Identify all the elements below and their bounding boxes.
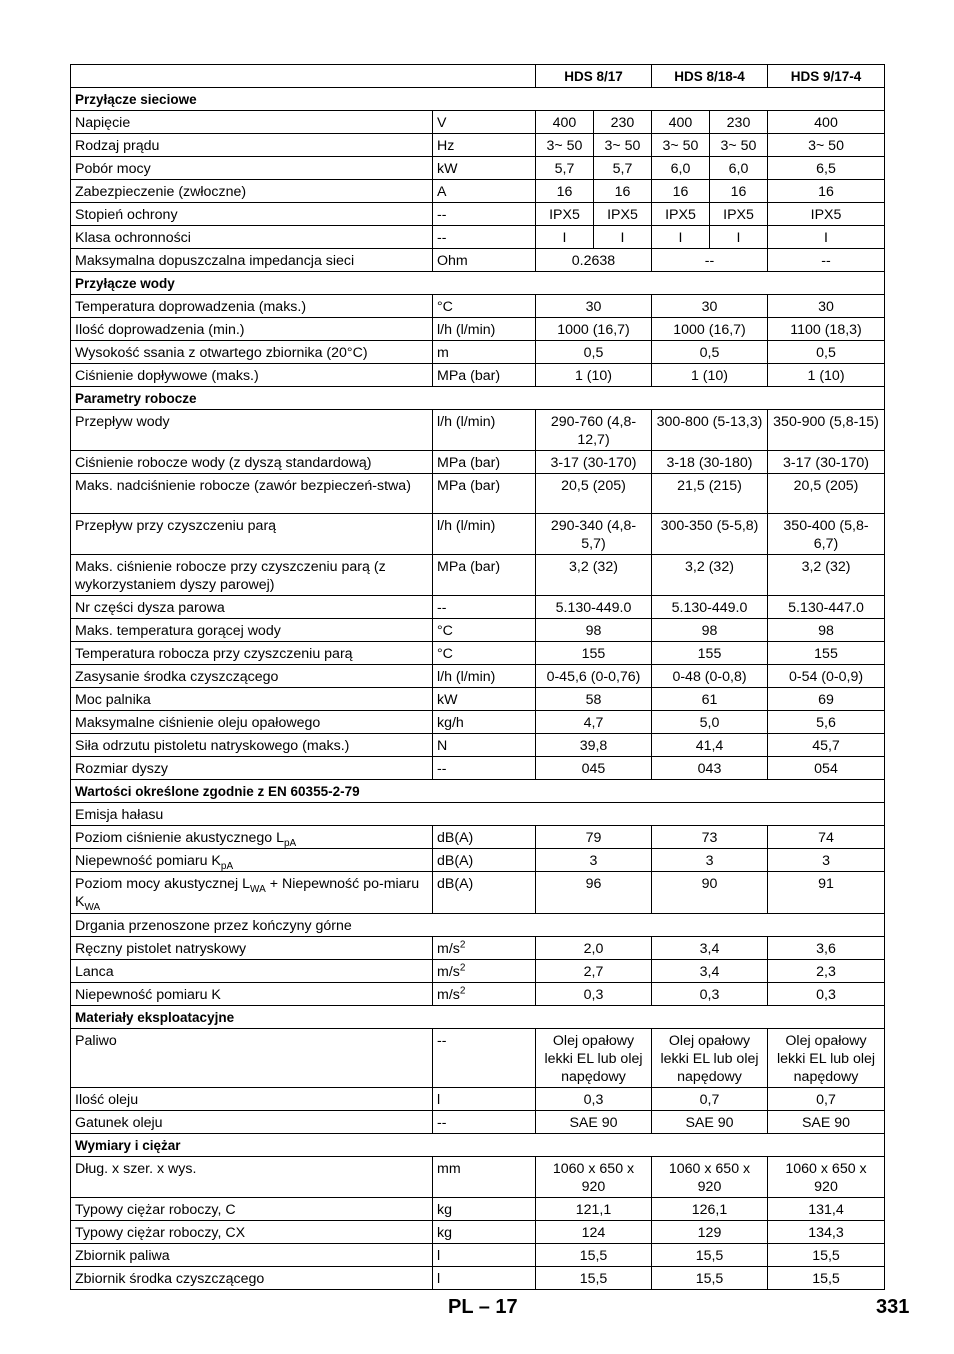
value-cell: 30 (768, 295, 885, 318)
value-cell: I (536, 226, 594, 249)
value-cell: IPX5 (652, 203, 710, 226)
value-cell: 21,5 (215) (652, 474, 768, 514)
value-cell: 5.130-447.0 (768, 596, 885, 619)
value-cell: 41,4 (652, 734, 768, 757)
row-label: Zabezpieczenie (zwłoczne) (71, 180, 433, 203)
value-cell: 3,4 (652, 937, 768, 960)
subscript: WA (84, 901, 101, 913)
table-row (71, 1029, 885, 1088)
table-row (71, 474, 885, 514)
superscript: 2 (459, 962, 466, 974)
value-cell: I (594, 226, 652, 249)
value-cell: 20,5 (205) (768, 474, 885, 514)
table-row (71, 757, 885, 780)
label-text: Niepewność pomiaru K (75, 853, 221, 869)
value-cell: 3~ 50 (768, 134, 885, 157)
value-cell: 0,5 (536, 341, 652, 364)
value-cell: 5.130-449.0 (536, 596, 652, 619)
unit-text: m/s (437, 941, 460, 957)
row-label: Ręczny pistolet natryskowy (71, 937, 433, 960)
table-row (71, 596, 885, 619)
value-cell: 0,3 (652, 983, 768, 1006)
value-cell: 58 (536, 688, 652, 711)
table-row (71, 88, 885, 111)
table-row (71, 711, 885, 734)
value-cell: 15,5 (652, 1244, 768, 1267)
column-header-model: HDS 8/18-4 (652, 65, 768, 88)
row-unit: dB(A) (433, 826, 536, 849)
value-cell: 0.2638 (536, 249, 652, 272)
row-unit: -- (433, 757, 536, 780)
value-cell: 39,8 (536, 734, 652, 757)
value-cell: 98 (536, 619, 652, 642)
value-cell: 3~ 50 (710, 134, 768, 157)
value-cell: 3 (536, 849, 652, 872)
table-row (71, 1267, 885, 1290)
row-unit: -- (433, 1029, 536, 1088)
row-unit: °C (433, 642, 536, 665)
row-label: Zasysanie środka czyszczącego (71, 665, 433, 688)
value-cell: 2,3 (768, 960, 885, 983)
row-label (71, 826, 433, 849)
row-unit: MPa (bar) (433, 364, 536, 387)
section-heading: Wartości określone zgodnie z EN 60355-2-79 (71, 780, 885, 803)
value-cell: 3,4 (652, 960, 768, 983)
value-cell: 1100 (18,3) (768, 318, 885, 341)
subscript: pA (220, 860, 234, 872)
value-cell: Olej opałowy lekki EL lub olej napędowy (768, 1029, 885, 1088)
section-heading: Materiały eksploatacyjne (71, 1006, 885, 1029)
value-cell: 054 (768, 757, 885, 780)
value-cell: 350-400 (5,8-6,7) (768, 514, 885, 555)
table-row (71, 826, 885, 849)
value-cell: 0-48 (0-0,8) (652, 665, 768, 688)
row-label (71, 872, 433, 914)
table-row (71, 960, 885, 983)
table-row (71, 1198, 885, 1221)
table-row (71, 914, 885, 937)
value-cell: 3~ 50 (652, 134, 710, 157)
value-cell: 043 (652, 757, 768, 780)
row-label: Temperatura doprowadzenia (maks.) (71, 295, 433, 318)
row-unit: -- (433, 1111, 536, 1134)
section-heading: Przyłącze sieciowe (71, 88, 885, 111)
row-unit: kW (433, 157, 536, 180)
value-cell: 6,0 (710, 157, 768, 180)
table-row (71, 688, 885, 711)
table-row (71, 65, 885, 88)
value-cell: Olej opałowy lekki EL lub olej napędowy (652, 1029, 768, 1088)
row-label (71, 849, 433, 872)
value-cell: 16 (536, 180, 594, 203)
row-unit: MPa (bar) (433, 451, 536, 474)
value-cell: 5,7 (536, 157, 594, 180)
value-cell: 1060 x 650 x 920 (536, 1157, 652, 1198)
value-cell: -- (768, 249, 885, 272)
value-cell: Olej opałowy lekki EL lub olej napędowy (536, 1029, 652, 1088)
table-row (71, 1111, 885, 1134)
value-cell: 2,7 (536, 960, 652, 983)
row-unit: dB(A) (433, 872, 536, 914)
row-label: Napięcie (71, 111, 433, 134)
value-cell: 15,5 (768, 1267, 885, 1290)
row-unit: kW (433, 688, 536, 711)
value-cell: 1060 x 650 x 920 (768, 1157, 885, 1198)
row-unit: Hz (433, 134, 536, 157)
value-cell: 3,2 (32) (652, 555, 768, 596)
row-unit: N (433, 734, 536, 757)
value-cell: SAE 90 (536, 1111, 652, 1134)
table-row (71, 642, 885, 665)
header-blank (71, 65, 536, 88)
row-unit: l/h (l/min) (433, 410, 536, 451)
row-unit: °C (433, 295, 536, 318)
value-cell: 5,6 (768, 711, 885, 734)
row-unit: -- (433, 203, 536, 226)
value-cell: IPX5 (536, 203, 594, 226)
row-label: Maksymalna dopuszczalna impedancja sieci (71, 249, 433, 272)
value-cell: 5.130-449.0 (652, 596, 768, 619)
row-label: Paliwo (71, 1029, 433, 1088)
value-cell: 15,5 (536, 1267, 652, 1290)
value-cell: 0,3 (768, 983, 885, 1006)
label-text: Poziom ciśnienie akustycznego L (75, 830, 284, 846)
value-cell: 134,3 (768, 1221, 885, 1244)
subscript: pA (283, 837, 297, 849)
table-row (71, 318, 885, 341)
value-cell: 0,5 (768, 341, 885, 364)
value-cell: 3-18 (30-180) (652, 451, 768, 474)
value-cell: 300-800 (5-13,3) (652, 410, 768, 451)
row-label: Przepływ przy czyszczeniu parą (71, 514, 433, 555)
label-text: Poziom mocy akustycznej L (75, 876, 251, 892)
value-cell: 155 (768, 642, 885, 665)
row-label: Maks. temperatura gorącej wody (71, 619, 433, 642)
value-cell: 30 (652, 295, 768, 318)
value-cell: 5,7 (594, 157, 652, 180)
value-cell: 230 (594, 111, 652, 134)
subsection-label: Emisja hałasu (71, 803, 885, 826)
table-row (71, 849, 885, 872)
section-heading: Wymiary i ciężar (71, 1134, 885, 1157)
row-unit: m (433, 341, 536, 364)
value-cell: 3~ 50 (594, 134, 652, 157)
row-label: Lanca (71, 960, 433, 983)
value-cell: 3~ 50 (536, 134, 594, 157)
row-unit: l/h (l/min) (433, 665, 536, 688)
row-unit: MPa (bar) (433, 555, 536, 596)
table-row (71, 1221, 885, 1244)
value-cell: 290-760 (4,8-12,7) (536, 410, 652, 451)
table-row (71, 734, 885, 757)
value-cell: 126,1 (652, 1198, 768, 1221)
value-cell: 230 (710, 111, 768, 134)
table-row (71, 872, 885, 914)
value-cell: IPX5 (768, 203, 885, 226)
table-row (71, 1244, 885, 1267)
table-row (71, 226, 885, 249)
row-unit: kg (433, 1221, 536, 1244)
table-row (71, 157, 885, 180)
table-row (71, 364, 885, 387)
value-cell: SAE 90 (768, 1111, 885, 1134)
row-unit: l (433, 1267, 536, 1290)
value-cell: 3 (652, 849, 768, 872)
value-cell: 4,7 (536, 711, 652, 734)
table-row (71, 180, 885, 203)
value-cell: 79 (536, 826, 652, 849)
value-cell: 121,1 (536, 1198, 652, 1221)
value-cell: 0,3 (536, 1088, 652, 1111)
table-row (71, 341, 885, 364)
row-unit: dB(A) (433, 849, 536, 872)
table-row (71, 451, 885, 474)
row-unit: kg (433, 1198, 536, 1221)
value-cell: 15,5 (768, 1244, 885, 1267)
value-cell: SAE 90 (652, 1111, 768, 1134)
section-heading: Przyłącze wody (71, 272, 885, 295)
superscript: 2 (459, 985, 466, 997)
row-label: Klasa ochronności (71, 226, 433, 249)
table-row (71, 1134, 885, 1157)
value-cell: 1000 (16,7) (652, 318, 768, 341)
table-row (71, 514, 885, 555)
table-row (71, 203, 885, 226)
row-unit: V (433, 111, 536, 134)
value-cell: 0,7 (652, 1088, 768, 1111)
subscript: WA (250, 883, 266, 895)
row-unit (433, 937, 536, 960)
value-cell: 98 (652, 619, 768, 642)
table-row (71, 387, 885, 410)
row-unit: mm (433, 1157, 536, 1198)
table-row (71, 665, 885, 688)
row-label: Stopień ochrony (71, 203, 433, 226)
row-label: Zbiornik środka czyszczącego (71, 1267, 433, 1290)
value-cell: 0,3 (536, 983, 652, 1006)
row-label: Temperatura robocza przy czyszczeniu parą (71, 642, 433, 665)
row-label: Zbiornik paliwa (71, 1244, 433, 1267)
row-unit: MPa (bar) (433, 474, 536, 514)
value-cell: 98 (768, 619, 885, 642)
value-cell: 20,5 (205) (536, 474, 652, 514)
table-row (71, 410, 885, 451)
value-cell: 90 (652, 872, 768, 914)
table-row (71, 937, 885, 960)
value-cell: 69 (768, 688, 885, 711)
row-label: Ciśnienie robocze wody (z dyszą standardową) (71, 451, 433, 474)
value-cell: 3 (768, 849, 885, 872)
value-cell: 3,2 (32) (768, 555, 885, 596)
row-unit: Ohm (433, 249, 536, 272)
value-cell: IPX5 (710, 203, 768, 226)
value-cell: 131,4 (768, 1198, 885, 1221)
value-cell: 6,5 (768, 157, 885, 180)
row-label: Typowy ciężar roboczy, C (71, 1198, 433, 1221)
superscript: 2 (459, 939, 466, 951)
table-row (71, 249, 885, 272)
value-cell: I (710, 226, 768, 249)
table-row (71, 803, 885, 826)
value-cell: IPX5 (594, 203, 652, 226)
table-row (71, 295, 885, 318)
row-unit: l/h (l/min) (433, 318, 536, 341)
page-number: 331 (876, 1296, 910, 1318)
value-cell: 73 (652, 826, 768, 849)
value-cell: 0,5 (652, 341, 768, 364)
table-row (71, 780, 885, 803)
row-unit: l/h (l/min) (433, 514, 536, 555)
row-label: Maks. ciśnienie robocze przy czyszczeniu parą (z wykorzystaniem dyszy parowej) (71, 555, 433, 596)
table-row (71, 272, 885, 295)
value-cell: 16 (768, 180, 885, 203)
row-label: Typowy ciężar roboczy, CX (71, 1221, 433, 1244)
value-cell: 0-45,6 (0-0,76) (536, 665, 652, 688)
row-label: Ciśnienie dopływowe (maks.) (71, 364, 433, 387)
value-cell: 124 (536, 1221, 652, 1244)
value-cell: 61 (652, 688, 768, 711)
row-label: Maks. nadciśnienie robocze (zawór bezpieczeń-stwa) (71, 474, 433, 514)
table-row (71, 1157, 885, 1198)
value-cell: 400 (536, 111, 594, 134)
row-unit: l (433, 1088, 536, 1111)
value-cell: I (768, 226, 885, 249)
value-cell: 155 (536, 642, 652, 665)
value-cell: 2,0 (536, 937, 652, 960)
row-unit: kg/h (433, 711, 536, 734)
value-cell: 045 (536, 757, 652, 780)
value-cell: 74 (768, 826, 885, 849)
value-cell: 1 (10) (768, 364, 885, 387)
value-cell: 1060 x 650 x 920 (652, 1157, 768, 1198)
value-cell: 1 (10) (652, 364, 768, 387)
value-cell: 5,0 (652, 711, 768, 734)
row-label: Rozmiar dyszy (71, 757, 433, 780)
row-unit: °C (433, 619, 536, 642)
value-cell: 96 (536, 872, 652, 914)
row-label: Maksymalne ciśnienie oleju opałowego (71, 711, 433, 734)
row-label: Nr części dysza parowa (71, 596, 433, 619)
value-cell: 1000 (16,7) (536, 318, 652, 341)
value-cell: 300-350 (5-5,8) (652, 514, 768, 555)
value-cell: 1 (10) (536, 364, 652, 387)
row-label: Ilość doprowadzenia (min.) (71, 318, 433, 341)
value-cell: 129 (652, 1221, 768, 1244)
value-cell: I (652, 226, 710, 249)
value-cell: 16 (594, 180, 652, 203)
page-language-number: PL – 17 (448, 1296, 518, 1318)
row-label: Rodzaj prądu (71, 134, 433, 157)
value-cell: 16 (652, 180, 710, 203)
row-unit: A (433, 180, 536, 203)
subsection-label: Drgania przenoszone przez kończyny górne (71, 914, 885, 937)
row-label: Dług. x szer. x wys. (71, 1157, 433, 1198)
row-label: Siła odrzutu pistoletu natryskowego (maks.) (71, 734, 433, 757)
row-label: Przepływ wody (71, 410, 433, 451)
row-unit: -- (433, 596, 536, 619)
value-cell: 290-340 (4,8-5,7) (536, 514, 652, 555)
row-label: Niepewność pomiaru K (71, 983, 433, 1006)
table-row (71, 134, 885, 157)
row-label: Ilość oleju (71, 1088, 433, 1111)
value-cell: 91 (768, 872, 885, 914)
value-cell: 16 (710, 180, 768, 203)
unit-text: m/s (437, 987, 460, 1003)
column-header-model: HDS 8/17 (536, 65, 652, 88)
technical-data-table (70, 64, 885, 1290)
row-unit: -- (433, 226, 536, 249)
row-label: Gatunek oleju (71, 1111, 433, 1134)
column-header-model: HDS 9/17-4 (768, 65, 885, 88)
row-label: Wysokość ssania z otwartego zbiornika (20°C) (71, 341, 433, 364)
row-unit (433, 960, 536, 983)
table-row (71, 555, 885, 596)
value-cell: -- (652, 249, 768, 272)
table-row (71, 983, 885, 1006)
unit-text: m/s (437, 964, 460, 980)
table-row (71, 1088, 885, 1111)
value-cell: 45,7 (768, 734, 885, 757)
table-row (71, 619, 885, 642)
value-cell: 3-17 (30-170) (536, 451, 652, 474)
row-label: Moc palnika (71, 688, 433, 711)
value-cell: 350-900 (5,8-15) (768, 410, 885, 451)
value-cell: 6,0 (652, 157, 710, 180)
value-cell: 30 (536, 295, 652, 318)
table-row (71, 1006, 885, 1029)
row-unit: l (433, 1244, 536, 1267)
value-cell: 400 (652, 111, 710, 134)
value-cell: 0-54 (0-0,9) (768, 665, 885, 688)
value-cell: 15,5 (652, 1267, 768, 1290)
value-cell: 3,6 (768, 937, 885, 960)
value-cell: 155 (652, 642, 768, 665)
section-heading: Parametry robocze (71, 387, 885, 410)
row-unit (433, 983, 536, 1006)
table-row (71, 111, 885, 134)
row-label: Pobór mocy (71, 157, 433, 180)
value-cell: 3,2 (32) (536, 555, 652, 596)
value-cell: 15,5 (536, 1244, 652, 1267)
value-cell: 3-17 (30-170) (768, 451, 885, 474)
value-cell: 400 (768, 111, 885, 134)
value-cell: 0,7 (768, 1088, 885, 1111)
label-text: + Niepewność po-miaru K (75, 876, 420, 910)
